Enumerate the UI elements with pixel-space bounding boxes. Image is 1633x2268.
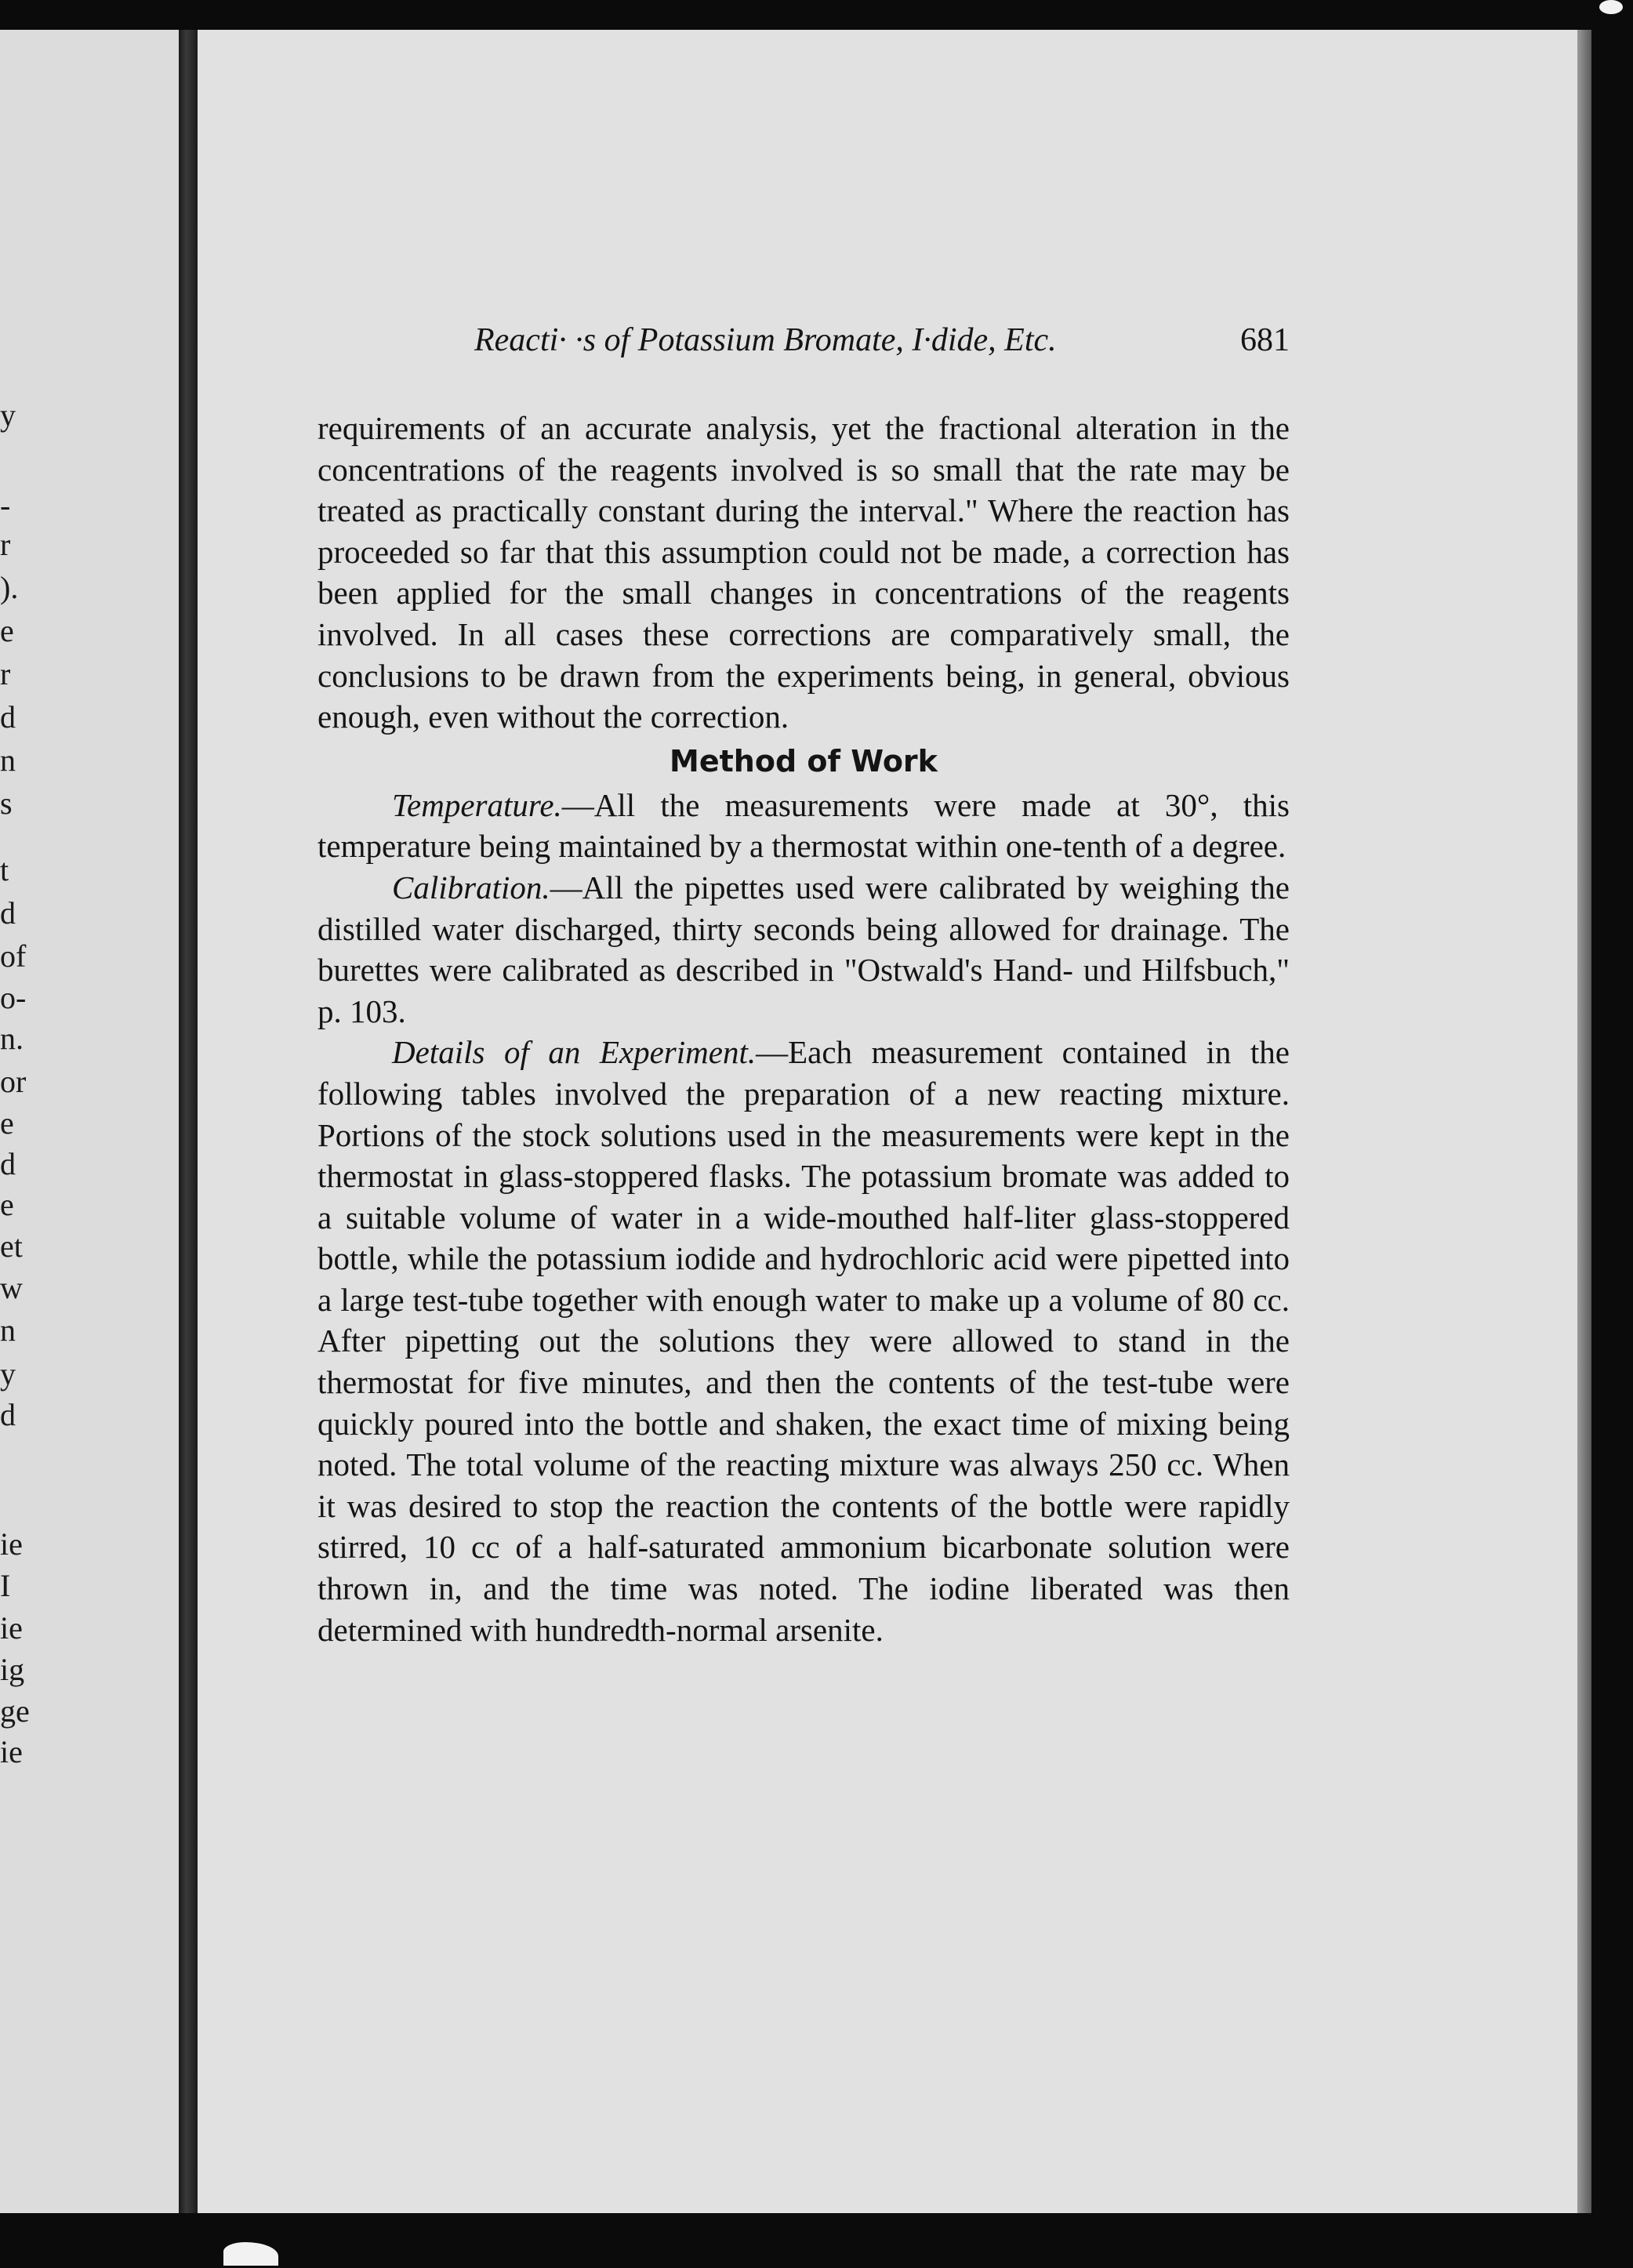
details-text: —Each measurement contained in the following tables involved the preparation of a new reacting mixture. Portions of the stock solutions used in the measurements were kept in the thermostat in glass-stoppered flasks. The potassium bromate was added to a suitable volume of water in a wide-mouthed half-liter glass-stoppered bottle, while the potassium iodide and hydrochloric acid were pipetted into a large test-tube together with enough water to make up a volume of 80 cc. After pipetting out the solutions they were allowed to stand in the thermostat for five minutes, and then the contents of the test-tube were quickly poured into the bottle and shaken, the exact time of mixing being noted. The total volume of the reacting mixture was always 250 cc. When it was desired to stop the reaction the contents of the bottle were rapidly stirred, 10 cc of a half-saturated ammonium bicarbonate solution were thrown in, and the time was noted. The iodine liberated was then determined with hundredth-normal arsenite.: [318, 1034, 1290, 1648]
temperature-text: —All the measurements were made at 30°, this temperature being maintained by a thermostat within one-tenth of a degree.: [318, 786, 1290, 865]
page-header: [314, 321, 1290, 376]
margin-fragment: r: [0, 656, 11, 691]
margin-fragment: ).: [0, 570, 19, 605]
details-paragraph: [318, 1032, 1290, 1650]
margin-fragment: d: [0, 1397, 16, 1432]
margin-fragment: et: [0, 1228, 23, 1264]
details-label: Details of an Experiment.: [392, 1034, 757, 1071]
margin-fragment: o-: [0, 980, 27, 1015]
page-number: 681: [1240, 322, 1290, 358]
margin-fragment: ie: [0, 1526, 23, 1562]
margin-fragment: y: [0, 1356, 16, 1392]
margin-fragment: e: [0, 1187, 14, 1222]
margin-fragment: I: [0, 1568, 11, 1603]
running-title: Reacti· ·s of Potassium Bromate, I·dide, Etc.: [474, 322, 1057, 358]
speck-top-right: [1599, 0, 1623, 14]
calibration-paragraph: [318, 867, 1290, 1032]
margin-fragment: n.: [0, 1021, 24, 1056]
margin-fragment: r: [0, 527, 11, 562]
margin-fragment: of: [0, 938, 27, 974]
margin-fragment: w: [0, 1270, 23, 1305]
page-body: [318, 408, 1290, 1650]
margin-fragment: ie: [0, 1734, 23, 1769]
margin-fragment: ge: [0, 1693, 30, 1729]
calibration-label: Calibration.: [392, 869, 550, 905]
margin-fragment: n: [0, 742, 16, 778]
margin-fragment: or: [0, 1064, 27, 1099]
margin-fragment: n: [0, 1312, 16, 1348]
margin-fragment: d: [0, 895, 16, 931]
margin-fragment: ig: [0, 1652, 25, 1687]
temperature-label: Temperature.: [392, 786, 562, 823]
calibration-text: —All the pipettes used were calibrated by weighing the distilled water discharged, thirty seconds being allowed for drainage. The burettes were calibrated as described in "Ostwald's Hand- und Hilfsbuch," p. 103.: [318, 869, 1290, 1029]
margin-fragment: ie: [0, 1610, 23, 1646]
section-heading: Method of Work: [670, 743, 938, 778]
margin-fragment: e: [0, 613, 14, 648]
book-gutter: [179, 30, 198, 2213]
page-edge: [1577, 30, 1591, 2213]
margin-fragment: d: [0, 1146, 16, 1181]
facing-page-edge: [0, 30, 180, 2213]
margin-fragment: y: [0, 397, 16, 433]
margin-fragment: -: [0, 488, 11, 523]
speck-bottom-left: [223, 2242, 278, 2266]
margin-fragment: d: [0, 699, 16, 735]
intro-paragraph: requirements of an accurate analysis, yet the fractional alteration in the concentrations of the reagents involved is so small that the rate may be treated as practically constant during the interval." Where the reaction has proceeded so far that this assumption could not be made, a correction has been applied for the small changes in concentrations of the reagents involved. In all cases these corrections are comparatively small, the conclusions to be drawn from the experiments being, in general, obvious enough, even without the correction.: [318, 410, 1290, 735]
margin-fragment: t: [0, 852, 9, 887]
temperature-paragraph: [318, 785, 1290, 867]
margin-fragment: s: [0, 786, 13, 821]
margin-fragment: e: [0, 1105, 14, 1141]
